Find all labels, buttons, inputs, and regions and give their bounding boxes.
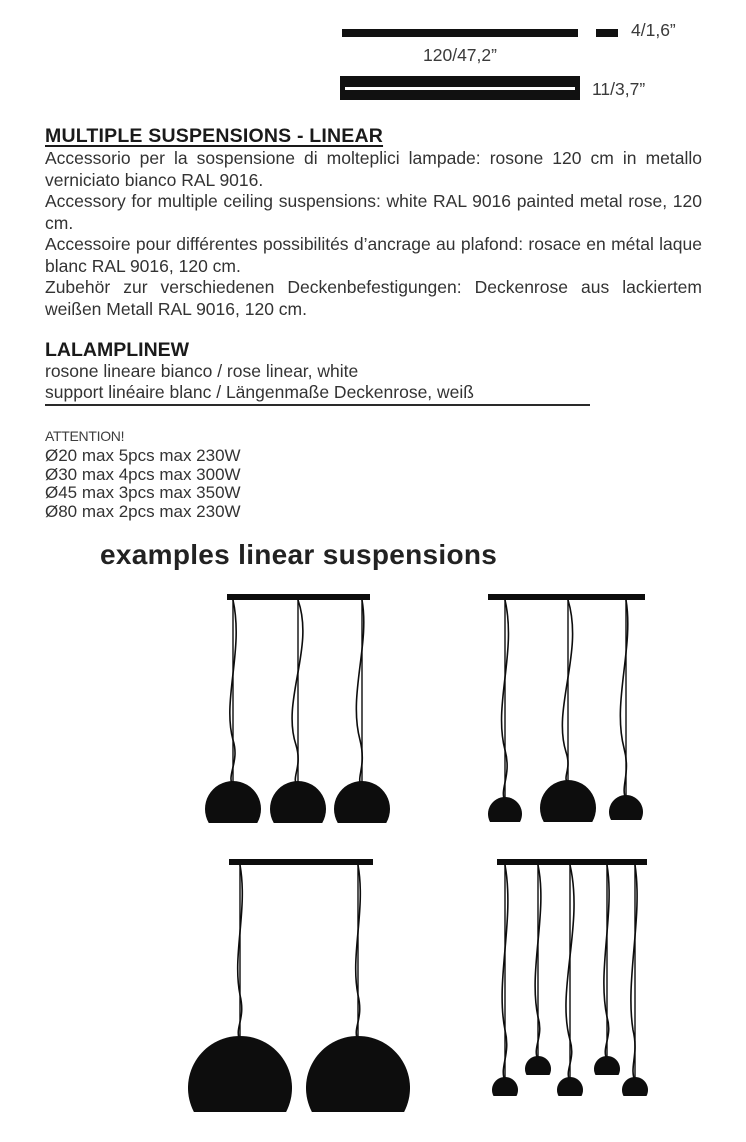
canopy-depth-label: 4/1,6” <box>631 20 676 40</box>
lamp-shade <box>609 795 643 820</box>
limit-rule: Ø20 max 5pcs max 230W <box>45 446 241 465</box>
page-title: MULTIPLE SUSPENSIONS - LINEAR <box>45 125 384 147</box>
lamp-shade <box>188 1036 292 1112</box>
power-cable <box>631 865 637 1081</box>
suspension-diagram-three-medium <box>196 590 396 835</box>
canopy-bar <box>497 859 647 865</box>
canopy-top-view-bar <box>342 29 578 37</box>
canopy-front-view-bar <box>340 76 580 100</box>
description-english: Accessory for multiple ceiling suspensions: white RAL 9016 painted metal rose, 120 cm. <box>45 191 702 233</box>
attention-label: ATTENTION! <box>45 428 125 444</box>
attention-block <box>45 428 241 521</box>
canopy-bar <box>229 859 373 865</box>
lamp-shade <box>306 1036 410 1112</box>
lamp-shade <box>594 1056 620 1075</box>
product-block <box>45 339 702 406</box>
limit-rule: Ø30 max 4pcs max 300W <box>45 464 241 484</box>
limit-rule: Ø80 max 2pcs max 230W <box>45 501 241 521</box>
lamp-shade <box>622 1077 648 1096</box>
canopy-bar <box>488 594 645 600</box>
canopy-end-view-bar <box>596 29 618 37</box>
lamp-shade <box>205 781 261 823</box>
canopy-bar <box>227 594 370 600</box>
suspension-diagram-five-small <box>485 855 665 1105</box>
canopy-length-label: 120/47,2” <box>423 45 497 65</box>
limit-rule: Ø45 max 3pcs max 350W <box>45 483 241 502</box>
description-italian: Accessorio per la sospensione di molteplici lampade: rosone 120 cm in metallo verniciato bianco RAL 9016. <box>45 148 702 190</box>
description-block <box>45 148 702 320</box>
product-description-line1: rosone lineare bianco / rose linear, white <box>45 361 359 381</box>
lamp-shade <box>540 780 596 822</box>
lamp-shade <box>525 1056 551 1075</box>
lamp-shade <box>270 781 326 823</box>
suspension-diagram-mixed-sizes <box>480 590 665 835</box>
product-code: LALAMPLINEW <box>45 339 190 361</box>
lamp-shade <box>557 1077 583 1096</box>
suspension-diagram-two-large <box>185 855 415 1120</box>
description-french: Accessoire pour différentes possibilités d’ancrage au plafond: rosace en métal laque blanc RAL 9016, 120 cm. <box>45 234 702 276</box>
product-description-line2: support linéaire blanc / Längenmaße Deckenrose, weiß <box>45 382 590 406</box>
examples-heading: examples linear suspensions <box>100 539 498 570</box>
lamp-shade <box>488 797 522 822</box>
description-german: Zubehör zur verschiedenen Deckenbefestigungen: Deckenrose aus lackiertem weißen Metall RAL 9016, 120 cm. <box>45 277 702 319</box>
lamp-shade <box>334 781 390 823</box>
canopy-height-label: 11/3,7” <box>592 79 646 99</box>
canopy-slot-stripe <box>345 87 575 90</box>
lamp-shade <box>492 1077 518 1096</box>
